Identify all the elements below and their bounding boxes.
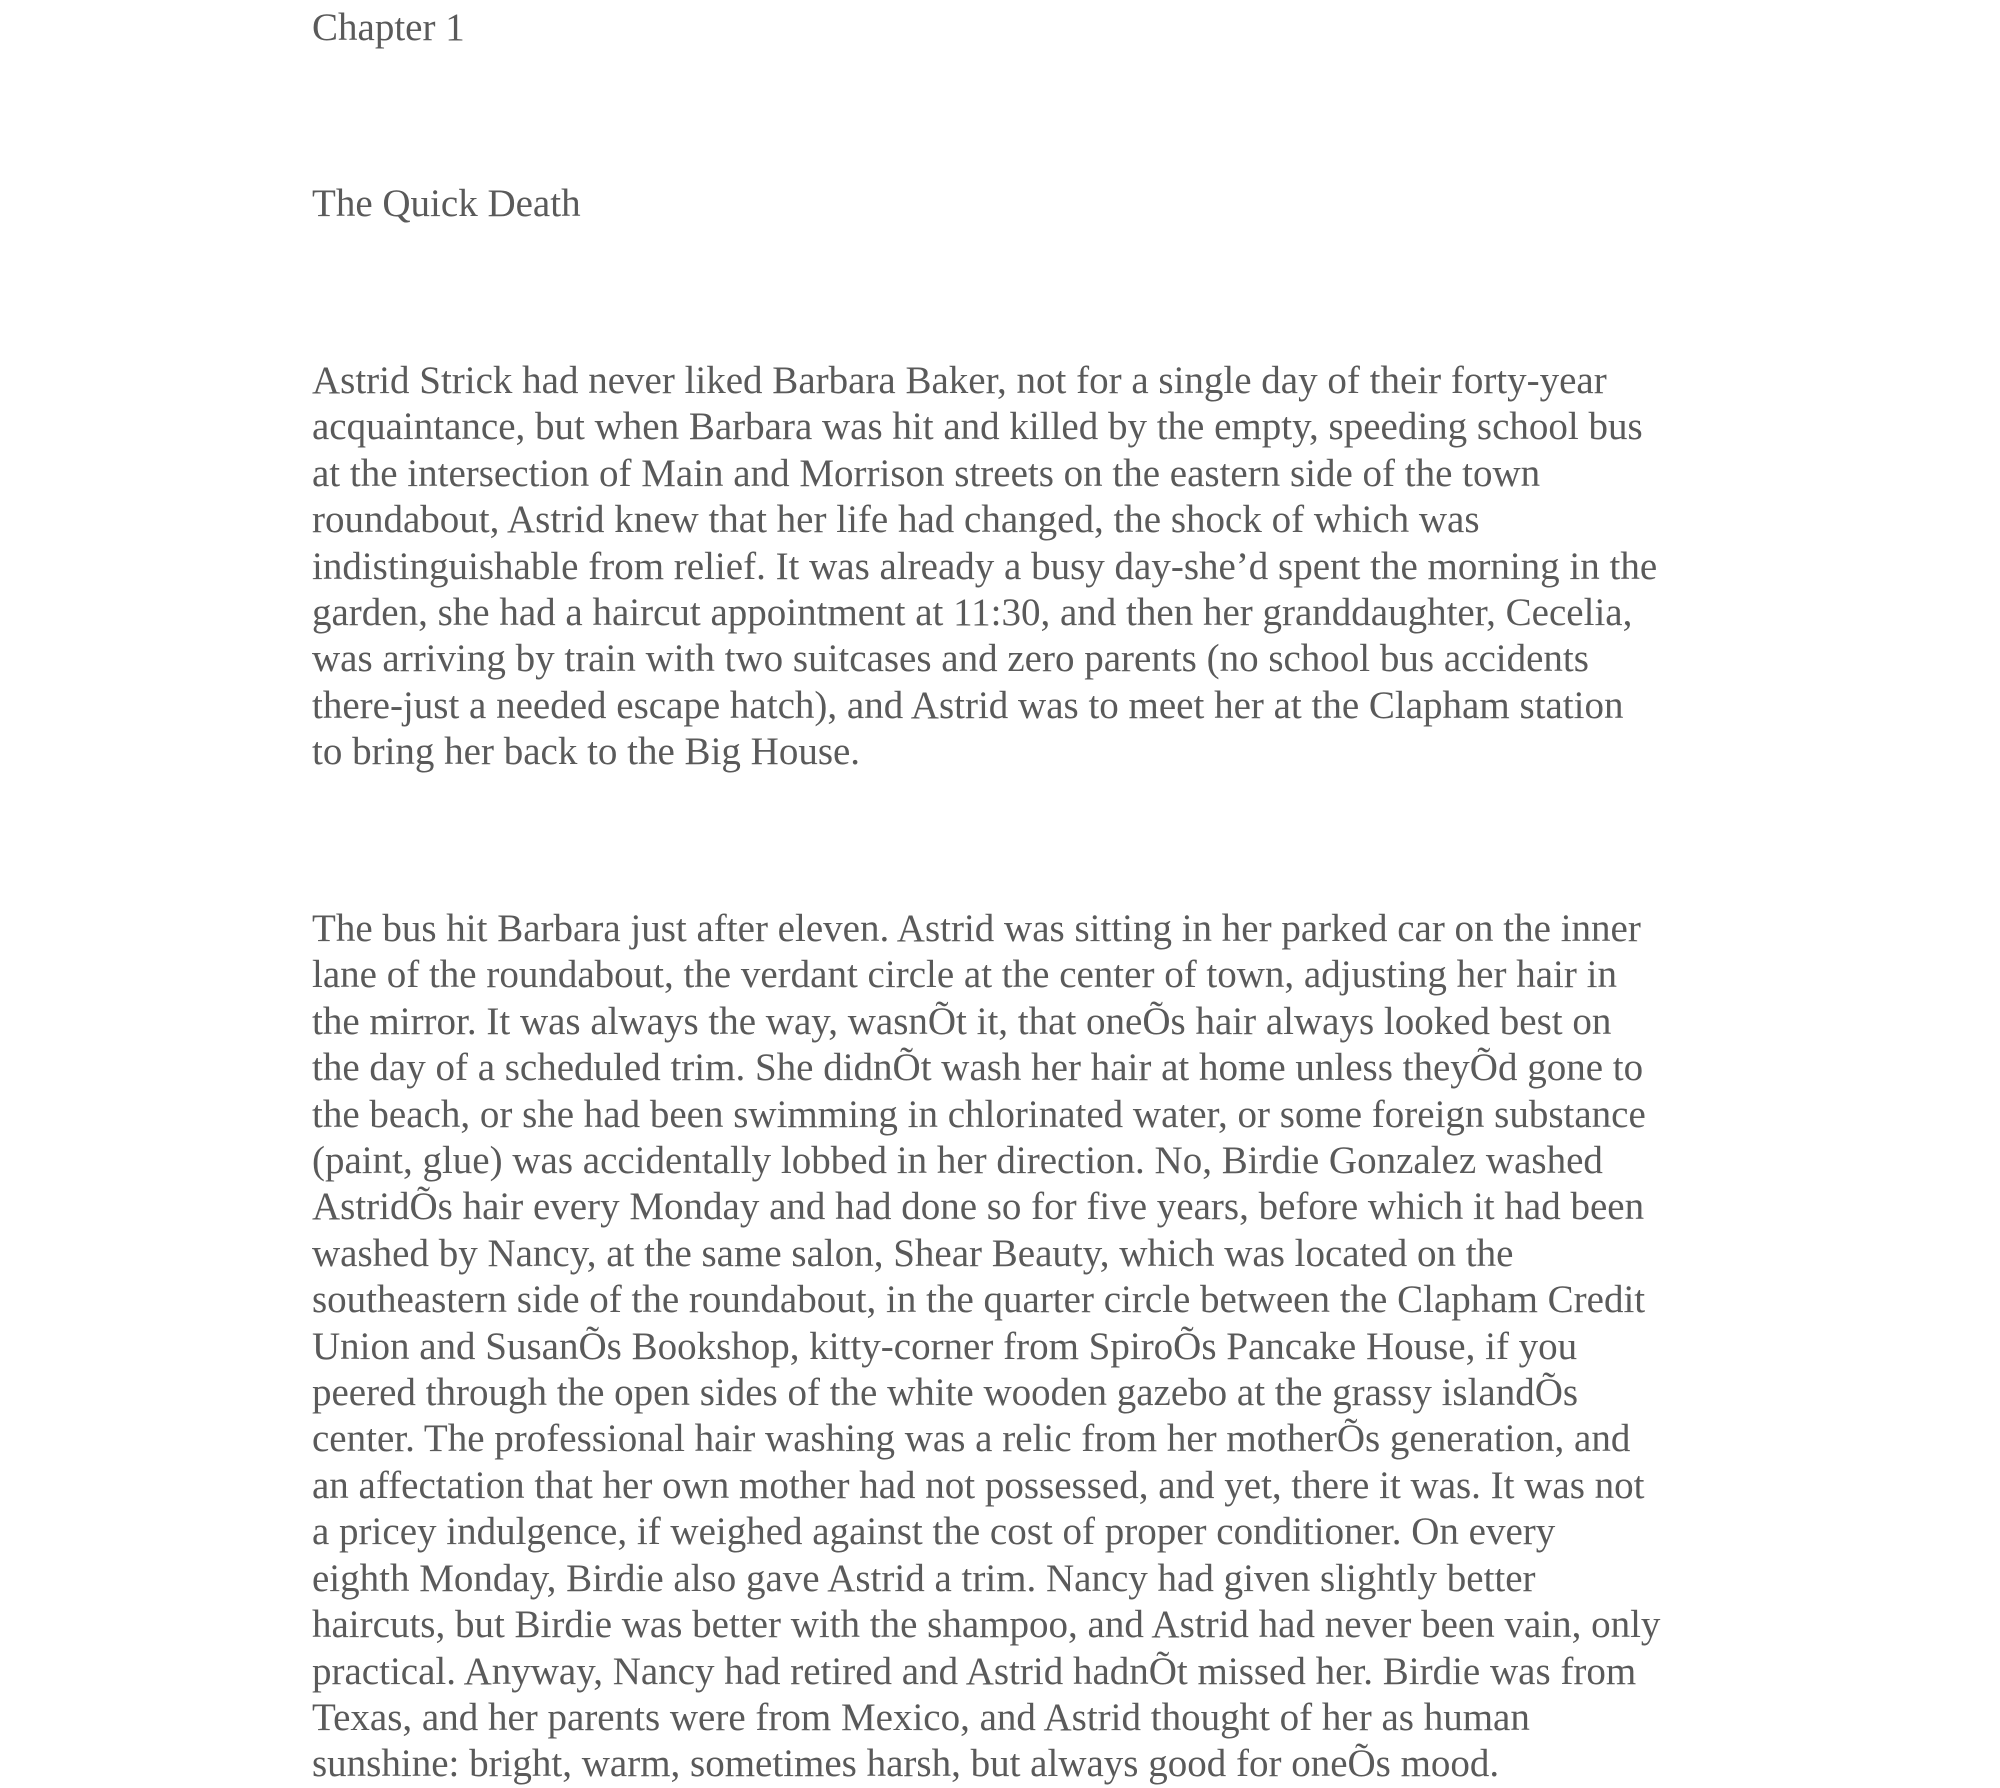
chapter-heading: Chapter 1 (312, 6, 465, 49)
text-line: at the intersection of Main and Morrison streets on the eastern side of the town (312, 451, 1541, 495)
chapter-title: The Quick Death (312, 182, 581, 225)
text-line: haircuts, but Birdie was better with the shampoo, and Astrid had never been vain, only (312, 1603, 1661, 1647)
text-line: peered through the open sides of the white wooden gazebo at the grassy islandÕs (312, 1371, 1579, 1415)
text-line: roundabout, Astrid knew that her life had changed, the shock of which was (312, 498, 1480, 542)
text-line: center. The professional hair washing was a relic from her motherÕs generation, and (312, 1417, 1631, 1461)
text-line: garden, she had a haircut appointment at 11:30, and then her granddaughter, Cecelia, (312, 591, 1633, 635)
text-line: was arriving by train with two suitcases and zero parents (no school bus accidents (312, 637, 1589, 681)
text-line: lane of the roundabout, the verdant circle at the center of town, adjusting her hair in (312, 953, 1617, 997)
text-line: the day of a scheduled trim. She didnÕt wash her hair at home unless theyÕd gone to (312, 1046, 1644, 1090)
text-line: indistinguishable from relief. It was already a busy day-she’d spent the morning in the (312, 544, 1658, 588)
text-line: to bring her back to the Big House. (312, 730, 861, 774)
text-line: the beach, or she had been swimming in chlorinated water, or some foreign substance (312, 1092, 1646, 1136)
paragraph-2 (312, 906, 1660, 1788)
text-line: sunshine: bright, warm, sometimes harsh, but always good for oneÕs mood. (312, 1742, 1500, 1786)
paragraph-1 (312, 358, 1657, 776)
text-line: there-just a needed escape hatch), and Astrid was to meet her at the Clapham station (312, 683, 1624, 727)
text-line: washed by Nancy, at the same salon, Shear Beauty, which was located on the (312, 1231, 1514, 1275)
text-line: (paint, glue) was accidentally lobbed in her direction. No, Birdie Gonzalez washed (312, 1139, 1603, 1183)
text-line: a pricey indulgence, if weighed against the cost of proper conditioner. On every (312, 1510, 1556, 1554)
text-line: acquaintance, but when Barbara was hit and killed by the empty, speeding school bus (312, 405, 1643, 449)
text-line: practical. Anyway, Nancy had retired and Astrid hadnÕt missed her. Birdie was from (312, 1649, 1637, 1693)
text-line: Texas, and her parents were from Mexico, and Astrid thought of her as human (312, 1695, 1530, 1739)
text-line: AstridÕs hair every Monday and had done so for five years, before which it had been (312, 1185, 1645, 1229)
text-line: Astrid Strick had never liked Barbara Baker, not for a single day of their forty-year (312, 359, 1607, 402)
text-line: Union and SusanÕs Bookshop, kitty-corner from SpiroÕs Pancake House, if you (312, 1324, 1578, 1368)
text-line: southeastern side of the roundabout, in the quarter circle between the Clapham Credit (312, 1278, 1646, 1322)
text-line: The bus hit Barbara just after eleven. Astrid was sitting in her parked car on the inner (312, 907, 1641, 950)
text-line: eighth Monday, Birdie also gave Astrid a trim. Nancy had given slightly better (312, 1556, 1536, 1600)
text-line: the mirror. It was always the way, wasnÕt it, that oneÕs hair always looked best on (312, 999, 1612, 1043)
text-line: an affectation that her own mother had not possessed, and yet, there it was. It was not (312, 1463, 1645, 1507)
